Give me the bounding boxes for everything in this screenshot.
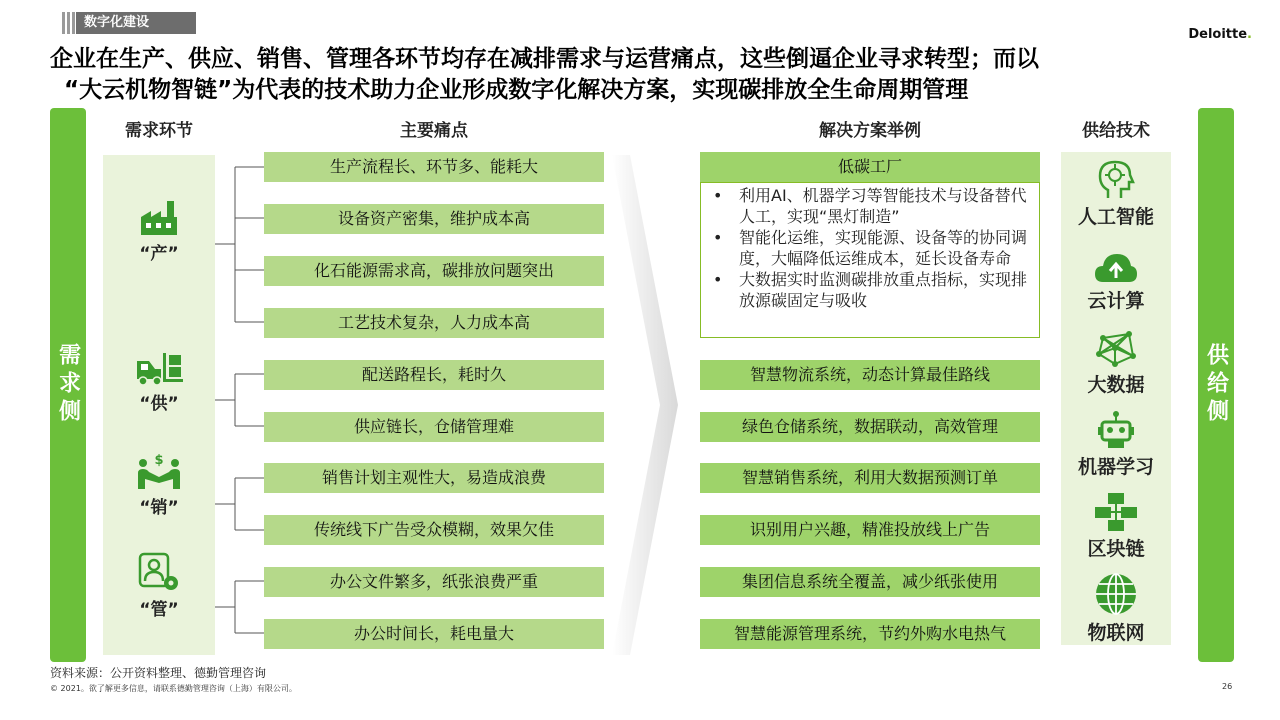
pain-item: 办公文件繁多，纸张浪费严重 bbox=[264, 567, 604, 597]
pain-item: 销售计划主观性大，易造成浪费 bbox=[264, 463, 604, 493]
pain-item: 生产流程长、环节多、能耗大 bbox=[264, 152, 604, 182]
tech-label: 物联网 bbox=[1087, 622, 1145, 644]
stage-label: “管” bbox=[139, 600, 179, 620]
solution-item: 识别用户兴趣，精准投放线上广告 bbox=[700, 515, 1040, 545]
tech-cloud bbox=[1061, 250, 1171, 313]
robot-icon bbox=[1096, 410, 1136, 450]
stage-column-header: 需求环节 bbox=[125, 121, 193, 141]
section-tag: 数字化建设 bbox=[62, 12, 196, 34]
pain-item: 配送路程长，耗时久 bbox=[264, 360, 604, 390]
blockchain-icon bbox=[1094, 492, 1138, 532]
solution-item: 绿色仓储系统，数据联动，高效管理 bbox=[700, 412, 1040, 442]
solution-item: 智慧能源管理系统，节约外购水电热气 bbox=[700, 619, 1040, 649]
low-carbon-factory-detail bbox=[700, 182, 1040, 338]
tech-column-header: 供给技术 bbox=[1082, 121, 1150, 141]
source-note: 资料来源：公开资料整理、德勤管理咨询 bbox=[50, 666, 267, 680]
network-data-icon bbox=[1095, 330, 1137, 368]
page-number: 26 bbox=[1222, 682, 1233, 691]
demand-side-label: 需求侧 bbox=[55, 343, 81, 427]
logo-dot: . bbox=[1247, 27, 1252, 42]
svg-text:$: $ bbox=[154, 453, 164, 468]
copyright-note: © 2021。欲了解更多信息，请联系德勤管理咨询（上海）有限公司。 bbox=[50, 684, 297, 693]
low-carbon-bullet: • 利用AI、机器学习等智能技术与设备替代人工，实现“黑灯制造” bbox=[711, 185, 1031, 227]
logo-text: Deloitte bbox=[1188, 27, 1248, 42]
low-carbon-bullet: • 智能化运维，实现能源、设备等的协同调度，大幅降低运维成本，延长设备寿命 bbox=[711, 227, 1031, 269]
tech-label: 大数据 bbox=[1087, 374, 1145, 396]
solution-item: 智慧物流系统，动态计算最佳路线 bbox=[700, 360, 1040, 390]
title-line-2: “大云机物智链”为代表的技术助力企业形成数字化解决方案，实现碳排放全生命周期管理 bbox=[64, 77, 969, 103]
pain-item: 供应链长，仓储管理难 bbox=[264, 412, 604, 442]
stage-label: “供” bbox=[139, 394, 179, 414]
stage-label: “产” bbox=[139, 244, 179, 264]
tech-panel bbox=[1061, 152, 1171, 645]
cloud-upload-icon bbox=[1093, 250, 1139, 284]
globe-icon bbox=[1094, 572, 1138, 616]
low-carbon-bullet: • 大数据实时监测碳排放重点指标，实现排放源碳固定与吸收 bbox=[711, 269, 1031, 311]
solution-item: 智慧销售系统，利用大数据预测订单 bbox=[700, 463, 1040, 493]
tech-label: 云计算 bbox=[1087, 290, 1145, 312]
tech-label: 区块链 bbox=[1087, 538, 1145, 560]
pain-item: 工艺技术复杂，人力成本高 bbox=[264, 308, 604, 338]
tech-ai bbox=[1061, 158, 1171, 229]
solution-item: 集团信息系统全覆盖，减少纸张使用 bbox=[700, 567, 1040, 597]
tech-bigdata bbox=[1061, 330, 1171, 397]
pain-item: 传统线下广告受众模糊，效果欠佳 bbox=[264, 515, 604, 545]
tech-iot bbox=[1061, 572, 1171, 645]
stage-label: “销” bbox=[139, 498, 179, 518]
pain-item: 办公时间长，耗电量大 bbox=[264, 619, 604, 649]
pain-column-header: 主要痛点 bbox=[400, 121, 468, 141]
low-carbon-factory-title: 低碳工厂 bbox=[700, 152, 1040, 182]
pain-item: 化石能源需求高，碳排放问题突出 bbox=[264, 256, 604, 286]
solution-column-header: 解决方案举例 bbox=[819, 121, 921, 141]
ai-head-icon bbox=[1096, 158, 1136, 200]
tech-blockchain bbox=[1061, 492, 1171, 561]
chevron-arrow-icon bbox=[612, 155, 680, 655]
tech-ml bbox=[1061, 410, 1171, 479]
tech-label: 机器学习 bbox=[1077, 456, 1154, 478]
tech-label: 人工智能 bbox=[1077, 206, 1154, 228]
pain-item: 设备资产密集，维护成本高 bbox=[264, 204, 604, 234]
supply-side-label: 供给侧 bbox=[1203, 343, 1229, 427]
title-line-1: 企业在生产、供应、销售、管理各环节均存在减排需求与运营痛点，这些倒逼企业寻求转型；而以 bbox=[50, 46, 1039, 72]
